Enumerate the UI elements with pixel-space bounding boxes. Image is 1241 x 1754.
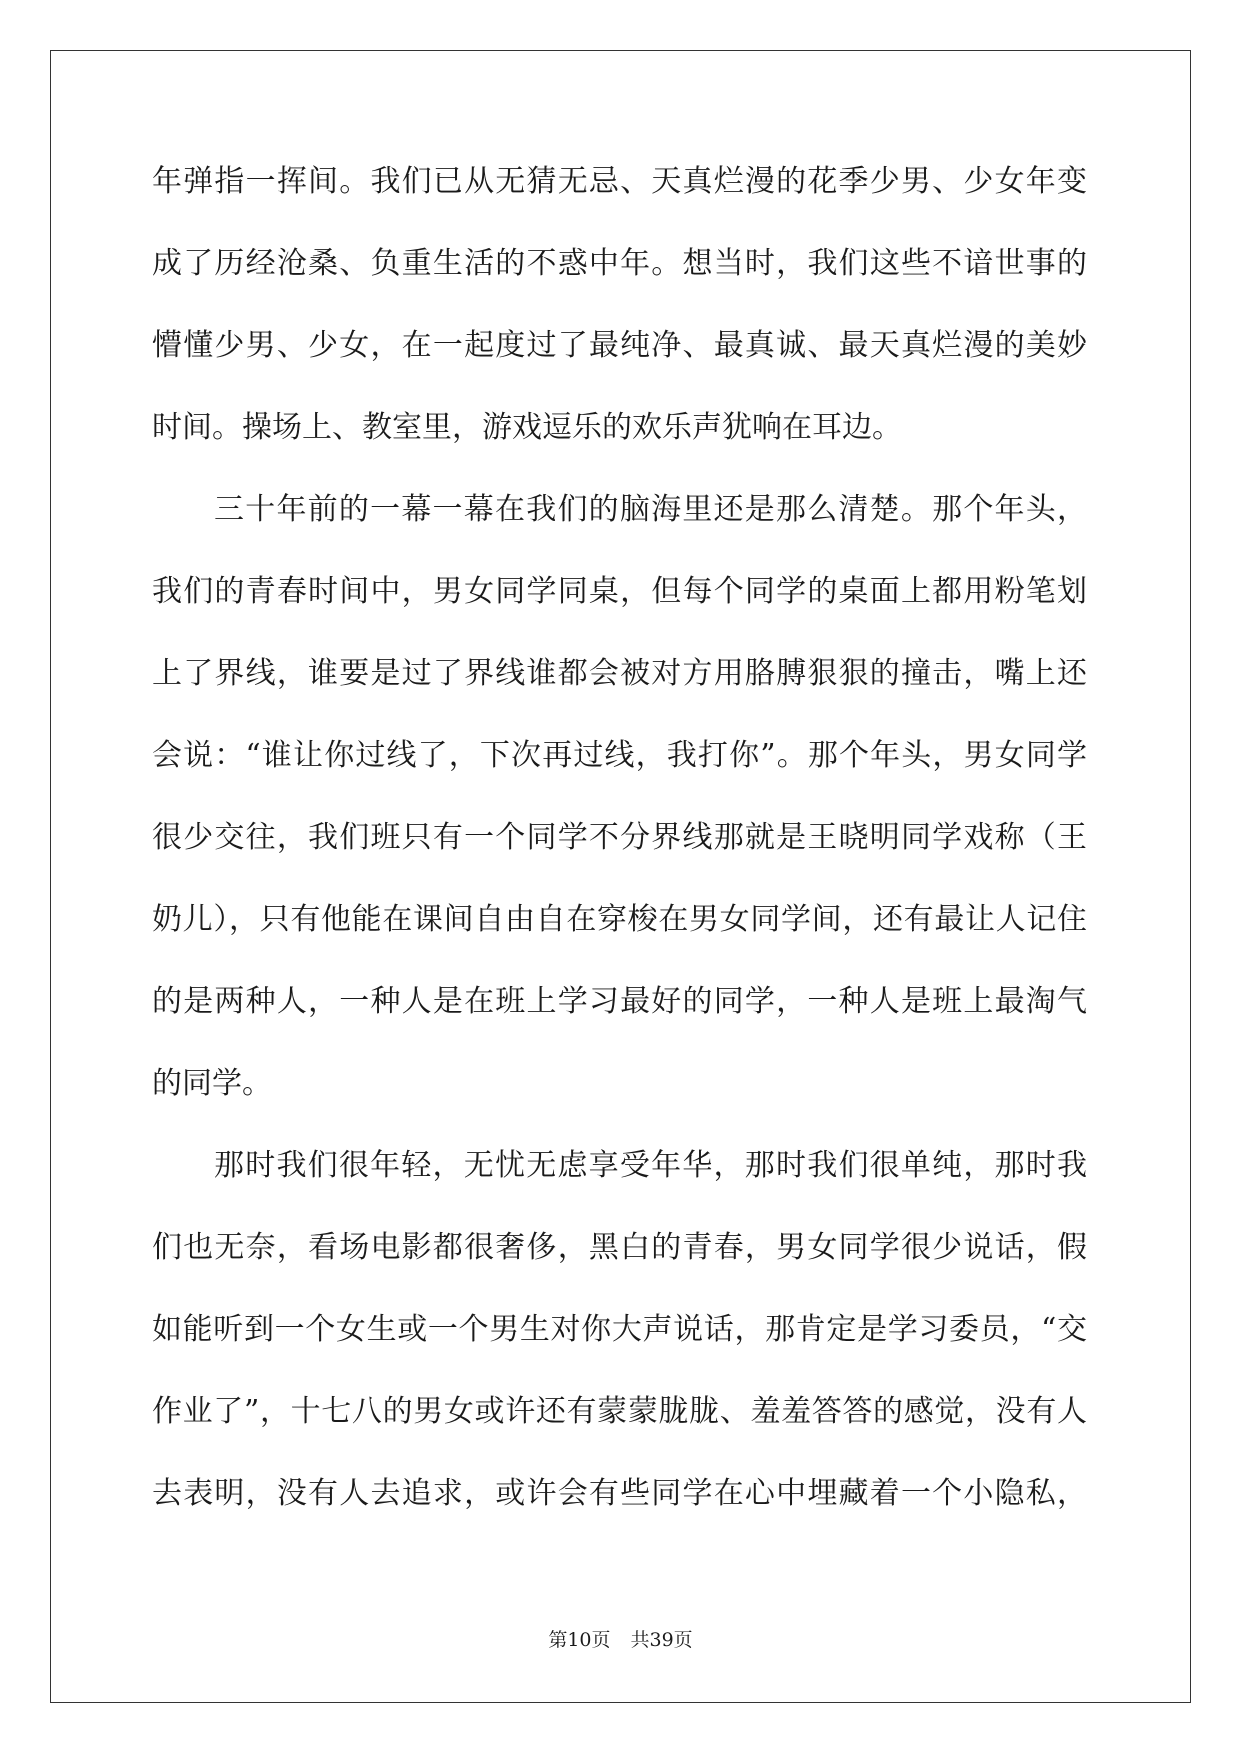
text-line: 很少交往，我们班只有一个同学不分界线那就是王晓明同学戏称（王 — [152, 820, 1087, 855]
text-line: 奶儿），只有他能在课间自由自在穿梭在男女同学间，还有最让人记住 — [152, 902, 1087, 937]
text-line: 去表明，没有人去追求，或许会有些同学在心中埋藏着一个小隐私， — [152, 1476, 1087, 1511]
text-line: 我们的青春时间中，男女同学同桌，但每个同学的桌面上都用粉笔划 — [152, 574, 1087, 609]
document-body — [152, 162, 1087, 1556]
text-line: 如能听到一个女生或一个男生对你大声说话，那肯定是学习委员，“交 — [152, 1312, 1087, 1347]
text-line: 那时我们很年轻，无忧无虑享受年华，那时我们很单纯，那时我 — [214, 1148, 1087, 1183]
text-line: 时间。操场上、教室里，游戏逗乐的欢乐声犹响在耳边。 — [152, 410, 902, 445]
text-line: 成了历经沧桑、负重生活的不惑中年。想当时，我们这些不谙世事的 — [152, 246, 1087, 281]
text-line: 们也无奈，看场电影都很奢侈，黑白的青春，男女同学很少说话，假 — [152, 1230, 1087, 1265]
page-total: 共39页 — [630, 1629, 693, 1651]
text-line: 年弹指一挥间。我们已从无猜无忌、天真烂漫的花季少男、少女年变 — [152, 164, 1087, 199]
paragraph-3 — [152, 1146, 1087, 1556]
text-line: 三十年前的一幕一幕在我们的脑海里还是那么清楚。那个年头， — [214, 492, 1087, 527]
text-line: 会说：“谁让你过线了，下次再过线，我打你”。那个年头，男女同学 — [152, 738, 1087, 773]
text-line: 的同学。 — [152, 1066, 272, 1101]
page-number: 第10页 — [548, 1629, 611, 1651]
text-line: 上了界线，谁要是过了界线谁都会被对方用胳膊狠狠的撞击，嘴上还 — [152, 656, 1087, 691]
paragraph-2 — [152, 490, 1087, 1146]
text-line: 作业了”，十七八的男女或许还有蒙蒙胧胧、羞羞答答的感觉，没有人 — [152, 1394, 1087, 1429]
text-line: 懵懂少男、少女，在一起度过了最纯净、最真诚、最天真烂漫的美妙 — [152, 328, 1087, 363]
text-line: 的是两种人，一种人是在班上学习最好的同学，一种人是班上最淘气 — [152, 984, 1087, 1019]
page-footer — [0, 1628, 1241, 1652]
paragraph-1 — [152, 162, 1087, 490]
